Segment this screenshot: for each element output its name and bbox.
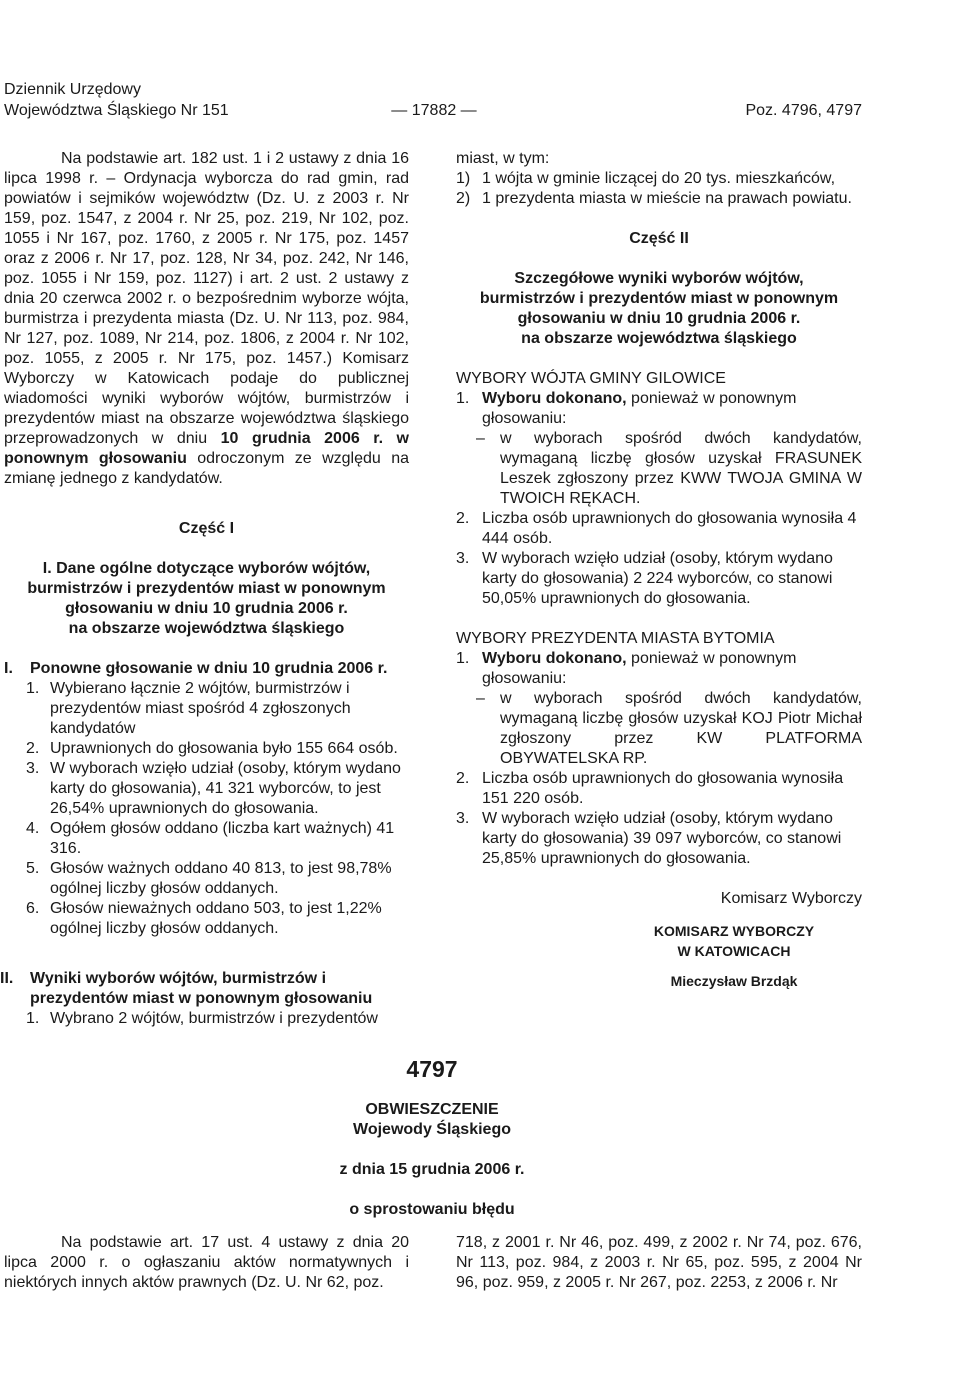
intro-text: Na podstawie art. 182 ust. 1 i 2 ustawy z dnia 16 lipca 1998 r. – Ordynacja wyborcza do rad gmin, rad powiatów i sejmików województw (Dz. U. z 2003 r. Nr 159, poz. 1547, z 2004 r. Nr 25, poz. 219, Nr 102, poz. 1055 i Nr 167, poz. 1760, z 2005 r. Nr 175, poz. 1457 oraz z 2006 r. Nr 17, poz. 128, Nr 34, poz. 242, Nr 146, poz. 1055 i Nr 159, poz. 1127) i art. 2 ust. 2 ustawy z dnia 20 czerwca 2002 r. o bezpośrednim wyborze wójta, burmistrza i prezydenta miasta (Dz. U. Nr 113, poz. 984, Nr 127, poz. 1089, Nr 214, poz. 1806, z 2004 r. Nr 102, poz. 1055, z 2005 r. Nr 175, poz. 1457.) Komisarz Wyborczy w Katowicach podaje do publicznej wiadomości wyniki wyborów wójtów, burmistrzów i prezydentów miast na obszarze województwa śląskiego przeprowadzonych w dniu (4, 150, 409, 447)
announcement-subject: o sprostowaniu błędu (349, 1201, 515, 1218)
journal-issue: Województwa Śląskiego Nr 151 (4, 102, 229, 119)
item-number: 2. (456, 510, 470, 527)
continuation-item (456, 169, 862, 189)
signature-org: KOMISARZ WYBORCZY (653, 923, 815, 939)
part-2-heading-line: Szczegółowe wyniki wyborów wójtów, (514, 270, 804, 287)
item-number: 1. (26, 680, 40, 697)
intro-bold: 10 grudnia 2006 r. w ponownym głosowaniu (4, 430, 410, 467)
item-text: Wybrano 2 wójtów, burmistrzów i prezydentów (50, 1010, 378, 1027)
election-item (456, 809, 862, 869)
signature-org: W KATOWICACH (677, 943, 791, 959)
item-number: 3. (456, 810, 470, 827)
part-2-heading-line: burmistrzów i prezydentów miast w ponownym (479, 290, 839, 307)
item-number: 3. (26, 760, 40, 777)
journal-name: Dziennik Urzędowy (4, 81, 141, 98)
item-number: 2. (456, 770, 470, 787)
announcement-title-line: Wojewody Śląskiego (353, 1121, 511, 1138)
item-number: 2) (456, 190, 471, 207)
signature-name: Mieczysław Brzdąk (670, 973, 798, 989)
item-number: 1. (456, 390, 470, 407)
list-item (4, 739, 409, 759)
announcement-title-line: OBWIESZCZENIE (365, 1101, 499, 1118)
item-text: Liczba osób uprawnionych do głosowania wynosiła 4 444 osób. (482, 510, 857, 547)
election-item (456, 649, 862, 689)
item-bold: Wyboru dokonano, (482, 390, 627, 407)
list-item (4, 759, 409, 819)
section-2-item (4, 1009, 409, 1029)
part-2-heading-line: na obszarze województwa śląskiego (521, 330, 797, 347)
item-text: ponieważ w ponownym głosowaniu: (482, 390, 797, 427)
election-title: WYBORY PREZYDENTA MIASTA BYTOMIA (456, 630, 775, 647)
item-text: w wyborach spośród dwóch kandydatów, wymaganą liczbę głosów uzyskał KOJ Piotr Michał zgłoszony przez KW PLATFORMA OBYWATELSKA RP. (500, 690, 862, 767)
item-text: ponieważ w ponownym głosowaniu: (482, 650, 797, 687)
position-numbers: Poz. 4796, 4797 (745, 102, 862, 119)
signature-role: Komisarz Wyborczy (720, 890, 862, 907)
item-text: Ogółem głosów oddano (liczba kart ważnych) 41 316. (50, 820, 395, 857)
item-number: 1) (456, 170, 471, 187)
item-text: W wyborach wzięło udział (osoby, którym wydano karty do głosowania) 2 224 wyborców, co stanowi 50,05% uprawnionych do głosowania. (482, 550, 833, 607)
item-text: 1 wójta w gminie liczącej do 20 tys. mieszkańców, (482, 170, 836, 187)
announcement-title (0, 1100, 864, 1140)
position-number: 4797 (406, 1056, 458, 1082)
right-column (456, 149, 862, 991)
election-dash-item (456, 689, 862, 769)
part-2-title: Część II (629, 230, 689, 247)
part-1-heading-line: głosowaniu w dniu 10 grudnia 2006 r. (65, 600, 348, 617)
item-text: Liczba osób uprawnionych do głosowania wynosiła 151 220 osób. (482, 770, 844, 807)
item-text: Głosów nieważnych oddano 503, to jest 1,22% ogólnej liczby głosów oddanych. (50, 900, 382, 937)
dash: – (476, 430, 485, 447)
list-item (4, 819, 409, 859)
part-1-title: Część I (178, 520, 235, 537)
item-text: Uprawnionych do głosowania było 155 664 osób. (50, 740, 398, 757)
election-item (456, 389, 862, 429)
item-number: 3. (456, 550, 470, 567)
section-1-heading (4, 659, 409, 679)
election-dash-item (456, 429, 862, 509)
item-number: 4. (26, 820, 40, 837)
item-number: 6. (26, 900, 40, 917)
item-number: 2. (26, 740, 40, 757)
item-text: W wyborach wzięło udział (osoby, którym wydano karty do głosowania), 41 321 wyborców, to jest 26,54% uprawnionych do głosowania. (50, 760, 401, 817)
item-text: Wybierano łącznie 2 wójtów, burmistrzów i prezydentów miast spośród 4 zgłoszonych kandydatów (50, 680, 351, 737)
item-text: Głosów ważnych oddano 40 813, to jest 98,78% ogólnej liczby głosów oddanych. (50, 860, 392, 897)
part-1-heading-line: na obszarze województwa śląskiego (68, 620, 345, 637)
announcement-text-right: 718, z 2001 r. Nr 46, poz. 499, z 2002 r. Nr 74, poz. 676, Nr 113, poz. 984, z 2003 r. Nr 65, poz. 595, z 2004 Nr 96, poz. 959, z 2005 r. Nr 267, poz. 2253, z 2006 r. Nr (456, 1234, 862, 1291)
item-text: W wyborach wzięło udział (osoby, którym wydano karty do głosowania) 39 097 wyborców, co stanowi 25,85% uprawnionych do głosowania. (482, 810, 842, 867)
announcement-text-left: Na podstawie art. 17 ust. 4 ustawy z dnia 20 lipca 2000 r. o ogłaszaniu aktów normatywnych i niektórych innych aktów prawnych (Dz. U. Nr 62, poz. (4, 1234, 409, 1291)
item-bold: Wyboru dokonano, (482, 650, 627, 667)
part-1-heading-line: I. Dane ogólne dotyczące wyborów wójtów, (42, 560, 371, 577)
part-2-heading-line: głosowaniu w dniu 10 grudnia 2006 r. (517, 310, 801, 327)
page-number: — 17882 — (391, 102, 477, 119)
list-item (4, 859, 409, 899)
section-title: Ponowne głosowanie w dniu 10 grudnia 2006 r. (30, 660, 388, 677)
intro-tail: odroczonym ze względu na zmianę jednego z kandydatów. (4, 450, 409, 487)
section-number: II. (0, 970, 14, 987)
election-item (456, 509, 862, 549)
item-text: w wyborach spośród dwóch kandydatów, wymaganą liczbę głosów uzyskał FRASUNEK Leszek zgłoszony przez KWW TWOJA GMINA W TWOICH RĘKACH. (500, 430, 862, 507)
left-column (0, 149, 410, 1029)
election-item (456, 549, 862, 609)
item-number: 1. (26, 1010, 40, 1027)
announcement-date: z dnia 15 grudnia 2006 r. (339, 1161, 525, 1178)
election-title: WYBORY WÓJTA GMINY GILOWICE (456, 370, 726, 387)
item-text: 1 prezydenta miasta w mieście na prawach powiatu. (482, 190, 852, 207)
list-item (4, 679, 409, 739)
item-number: 5. (26, 860, 40, 877)
part-1-heading-line: burmistrzów i prezydentów miast w ponownym (27, 580, 386, 597)
continuation-item (456, 189, 862, 209)
item-number: 1. (456, 650, 470, 667)
section-2-heading (0, 969, 409, 1009)
election-item (456, 769, 862, 809)
intro-paragraph (4, 149, 409, 489)
section-number: I. (4, 660, 13, 677)
section-title: Wyniki wyborów wójtów, burmistrzów i prezydentów miast w ponownym głosowaniu (30, 970, 373, 1007)
continuation-text: miast, w tym: (456, 150, 550, 167)
dash: – (476, 690, 485, 707)
list-item (4, 899, 409, 939)
